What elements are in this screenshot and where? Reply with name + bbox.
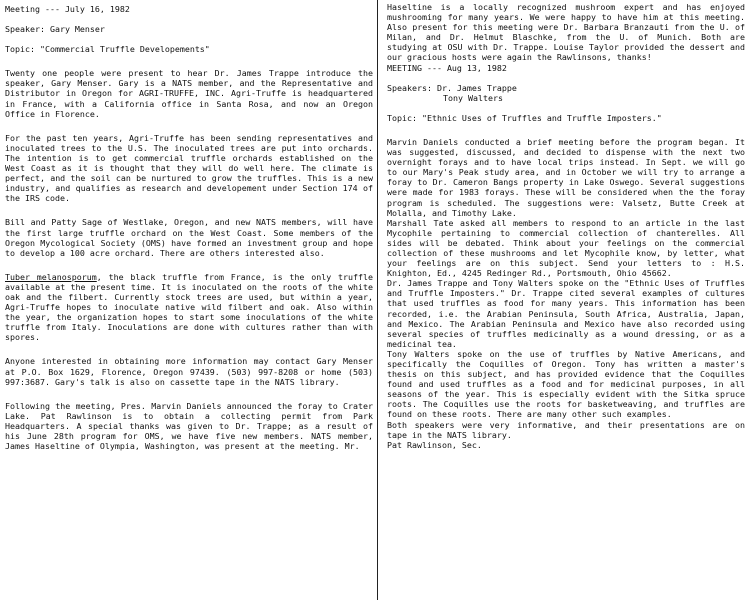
topic-line-aug: Topic: "Ethnic Uses of Truffles and Truffle Imposters.": [387, 112, 662, 123]
paragraph-introduction: Twenty one people were present to hear Dr. James Trappe introduce the speaker, Gary Menser. Gary is a NATS member, and the Representative and Distributor in Oregon for AGRI-TRUFFE, INC. Agri-Truffe is headquartered in France, with a California office in Santa Rosa, and now an Oregon Office in Florence.: [5, 68, 373, 119]
speaker-line-july: Speaker: Gary Menser: [5, 24, 105, 35]
paragraph-orchards: Bill and Patty Sage of Westlake, Oregon, and new NATS members, will have the first large truffle orchard on the West Coast. Some members of the Oregon Mycological Society (OMS) have formed an investment group and hope to develop a 100 acre orchard. There are others interested also.: [5, 217, 373, 258]
meeting-heading-july: Meeting --- July 16, 1982: [5, 4, 130, 14]
paragraph-agri-truffe: For the past ten years, Agri-Truffe has been sending representatives and inoculated trees to the U.S. The inoculated trees are put into orchards. The intention is to get commercial truffle orchards established on the West Coast as it is thought that they will do well here. The climate is perfect, and the soil can be nurtured to grow the truffles. This is a new industry, and qualifies as research and developement under Section 174 of the IRS code.: [5, 132, 373, 204]
meeting-heading-aug: MEETING --- Aug 13, 1982: [387, 62, 507, 73]
paragraph-meeting-business: Marvin Daniels conducted a brief meeting before the program began. It was suggested, discussed, and decided to dispense with the next two overnight forays and to have local trips instead. In Sept. we will go to our Mary's Peak study area, and in October we will try to arrange a foray to Dr. Cameron Bangs property in Lake Oswego. Several suggestions were made for 1983 forays. These will be considered when the the foray program is scheduled. The suggestions were: Valsetz, Butte Creek at Molalla, and Timothy Lake.: [387, 136, 745, 218]
topic-line-july: Topic: "Commercial Truffle Developements": [5, 44, 210, 55]
paragraph-conclusion: Both speakers were very informative, and their presentations are on tape in the NATS library.: [387, 419, 745, 440]
paragraph-black-truffle-text: , the black truffle from France, is the only truffle available at the present time. It is inoculated on the roots of the white oak and the filbert. Currently stock trees are used, but within a year, Agri-Truffe hopes to inoculate native wild filbert and oak. Also within the year, the organization hopes to start some inoculations of the white truffle from Italy. Inoculations are done with cultures rather than with spores.: [5, 271, 373, 343]
right-column: [387, 0, 745, 450]
paragraph-ethnic-uses: Dr. James Trappe and Tony Walters spoke on the "Ethnic Uses of Truffles and Truffle Imposters." Dr. Trappe cited several examples of cultures that used truffles as food for many years. This information has been recorded, i.e. the Arabian Peninsula, South Africa, Australia, Japan, and Mexico. The Arabian Peninsula and Mexico have also recorded using several species of truffles medicinally as a wound dressing, or as a medicinal tea.: [387, 278, 745, 349]
column-divider: [377, 0, 378, 600]
left-column: [5, 0, 373, 451]
signoff: Pat Rawlinson, Sec.: [387, 439, 482, 450]
paragraph-chanterelles: Marshall Tate asked all members to respond to an article in the last Mycophile pertaining to commercial collection of chanterelles. All sides will be debated. Think about your feelings on the commercial collection of these mushrooms and let Mycophile know, by letter, what your feelings are on this subject. Send your letters to : H.S. Knighton, Ed., 4245 Redinger Rd., Portsmouth, Ohio 45662.: [387, 217, 745, 279]
paragraph-haseltine: Haseltine is a locally recognized mushroom expert and has enjoyed mushrooming for many years. We were happy to have him at this meeting. Also present for this meeting were Dr. Barbara Branzauti from the U. of Milan, and Dr. Helmut Blaschke, from the U. of Munich. Both are studying at OSU with Dr. Trappe. Louise Taylor provided the dessert and our gracious hosts were again the Rawlinsons, thanks!: [387, 2, 745, 63]
paragraph-contact: Anyone interested in obtaining more information may contact Gary Menser at P.O. Box 1629, Florence, Oregon 97439. (503) 997-8208 or home (503) 997:3687. Gary's talk is also on cassette tape in the NATS library.: [5, 356, 373, 387]
paragraph-black-truffle: [5, 272, 373, 343]
species-name: Tuber melanosporum: [5, 271, 97, 282]
speakers-line-aug-second: Tony Walters: [443, 92, 503, 103]
paragraph-native-americans: Tony Walters spoke on the use of truffles by Native Americans, and specifically the Coquilles of Oregon. Tony has written a master's thesis on this subject, and has provided evidence that the Coquilles found and used truffles as a food and for medicinal purposes, in all seasons of the year. This is especially evident with the Sitka spruce roots. The Coquilles use the roots for basketweaving, and truffles are found on these roots. There are many other such examples.: [387, 348, 745, 420]
paragraph-following: Following the meeting, Pres. Marvin Daniels announced the foray to Crater Lake. Pat Rawlinson is to obtain a collecting permit from Park Headquarters. A special thanks was given to Dr. Trappe; as a result of his June 28th program for OMS, we have five new members. NATS member, James Haseltine of Olympia, Washington, was present at the meeting. Mr.: [5, 400, 373, 452]
speakers-line-aug: Speakers: Dr. James Trappe: [387, 82, 517, 93]
